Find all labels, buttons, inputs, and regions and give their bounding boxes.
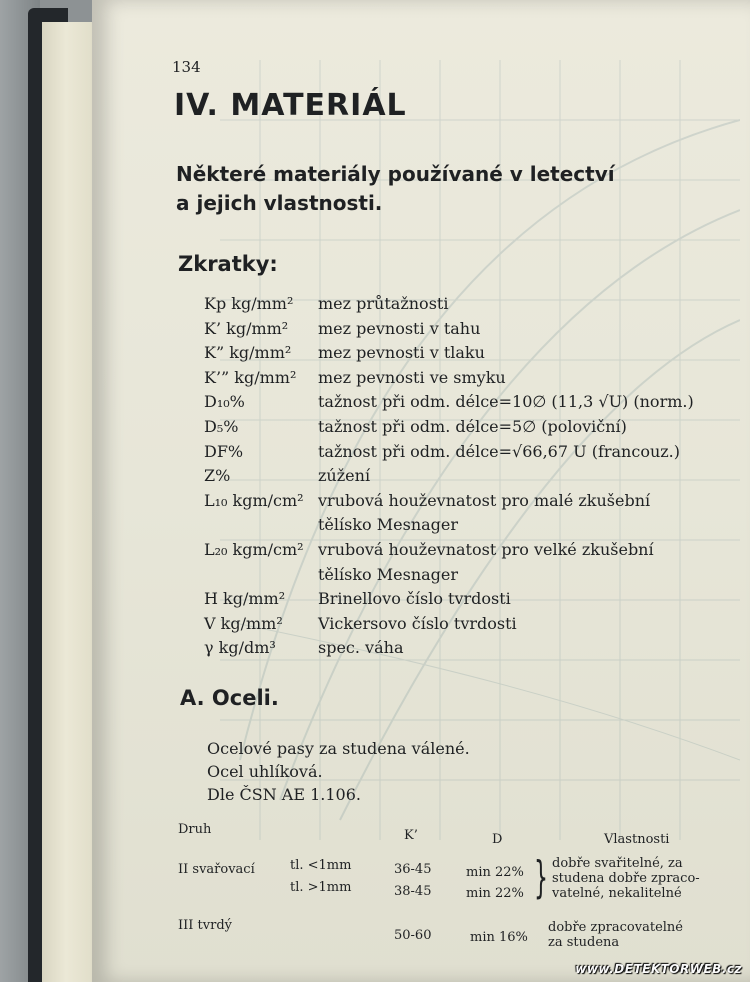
- properties-line: studena dobře zpraco-: [552, 871, 700, 886]
- abbreviation-symbol: V kg/mm²: [204, 613, 283, 633]
- table-header-d: D: [492, 832, 503, 847]
- abbreviation-meaning: mez průtažnosti: [318, 294, 449, 313]
- section-intro: [207, 737, 470, 806]
- abbreviation-meaning: tažnost při odm. délce=5∅ (poloviční): [318, 416, 627, 436]
- table-k-value: 36-45: [394, 862, 432, 877]
- abbreviation-meaning: vrubová houževnatost pro malé zkušební: [318, 490, 651, 510]
- intro-line: Ocel uhlíková.: [207, 762, 323, 781]
- abbreviation-row: [204, 587, 734, 612]
- table-condition: tl. <1mm: [290, 858, 352, 873]
- table-header-properties: Vlastnosti: [604, 832, 670, 847]
- brace-icon: }: [534, 852, 548, 903]
- abbreviation-meaning: tažnost při odm. délce=√66,67 U (francouz.): [318, 441, 681, 461]
- abbreviation-row: [204, 612, 734, 637]
- abbreviation-row: [204, 538, 734, 563]
- section-heading: A. Oceli.: [180, 686, 279, 710]
- abbreviation-symbol: γ kg/dm³: [204, 638, 276, 658]
- abbreviation-meaning: tažnost při odm. délce=10∅ (11,3 √U) (norm.): [318, 392, 694, 412]
- abbreviation-row: [204, 317, 734, 342]
- abbreviation-symbol: [204, 563, 318, 588]
- table-properties: [548, 920, 683, 950]
- abbreviation-symbol: D₁₀%: [204, 392, 245, 412]
- properties-line: za studena: [548, 935, 620, 950]
- properties-line: dobře zpracovatelné: [548, 920, 683, 935]
- abbreviation-symbol: K’ kg/mm²: [204, 318, 289, 338]
- abbreviation-symbol: Kp kg/mm²: [204, 294, 294, 313]
- abbreviation-symbol: Z%: [204, 466, 231, 486]
- abbreviation-symbol: H kg/mm²: [204, 589, 286, 609]
- abbreviation-meaning: Vickersovo číslo tvrdosti: [318, 613, 517, 633]
- abbreviation-row: [204, 366, 734, 391]
- abbreviation-row: [204, 464, 734, 489]
- abbreviation-symbol: DF%: [204, 441, 244, 461]
- intro-line: Ocelové pasy za studena válené.: [207, 739, 470, 758]
- table-row-type: II svařovací: [178, 862, 255, 877]
- abbreviation-row: [204, 636, 734, 661]
- abbreviation-row: [204, 341, 734, 366]
- abbreviation-meaning: tělísko Mesnager: [318, 564, 459, 584]
- abbreviation-symbol: D₅%: [204, 416, 239, 436]
- table-d-value: min 16%: [470, 930, 528, 945]
- subtitle-line: Některé materiály používané v letectví: [176, 162, 615, 186]
- abbreviation-row: [204, 513, 734, 538]
- abbreviation-meaning: mez pevnosti v tahu: [318, 318, 481, 338]
- watermark: www.DETEKTORWEB.cz: [575, 962, 742, 976]
- abbreviation-row: [204, 489, 734, 514]
- table-k-value: 38-45: [394, 884, 432, 899]
- abbreviation-symbol: L₁₀ kgm/cm²: [204, 490, 304, 510]
- abbreviation-meaning: Brinellovo číslo tvrdosti: [318, 589, 511, 609]
- page-number: 134: [172, 58, 201, 76]
- abbreviations-list: [204, 292, 734, 661]
- chapter-title: IV. MATERIÁL: [174, 88, 407, 123]
- abbreviation-symbol: L₂₀ kgm/cm²: [204, 539, 304, 559]
- abbreviation-meaning: tělísko Mesnager: [318, 515, 459, 535]
- intro-line: Dle ČSN AE 1.106.: [207, 785, 361, 804]
- subtitle-line: a jejich vlastnosti.: [176, 191, 383, 215]
- abbreviation-meaning: mez pevnosti v tlaku: [318, 343, 485, 363]
- table-k-value: 50-60: [394, 928, 432, 943]
- abbreviation-row: [204, 415, 734, 440]
- subtitle: [176, 160, 615, 218]
- abbreviation-meaning: mez pevnosti ve smyku: [318, 367, 506, 387]
- table-header-type: Druh: [178, 822, 212, 837]
- abbreviation-symbol: K” kg/mm²: [204, 343, 292, 363]
- abbreviation-meaning: zúžení: [318, 466, 371, 486]
- abbreviation-row: [204, 390, 734, 415]
- table-d-value: min 22%: [466, 865, 524, 880]
- table-row-type: III tvrdý: [178, 918, 232, 933]
- abbreviations-heading: Zkratky:: [178, 252, 278, 276]
- abbreviation-row: [204, 292, 734, 317]
- abbreviation-row: [204, 563, 734, 588]
- abbreviation-symbol: K’” kg/mm²: [204, 367, 297, 387]
- properties-line: vatelné, nekalitelné: [552, 886, 682, 901]
- table-properties: [552, 856, 700, 901]
- abbreviation-row: [204, 440, 734, 465]
- table-condition: tl. >1mm: [290, 880, 352, 895]
- abbreviation-symbol: [204, 513, 318, 538]
- properties-line: dobře svařitelné, za: [552, 856, 683, 871]
- abbreviation-meaning: vrubová houževnatost pro velké zkušební: [318, 539, 654, 559]
- abbreviation-meaning: spec. váha: [318, 638, 404, 658]
- table-header-k: K’: [404, 828, 418, 843]
- table-d-value: min 22%: [466, 886, 524, 901]
